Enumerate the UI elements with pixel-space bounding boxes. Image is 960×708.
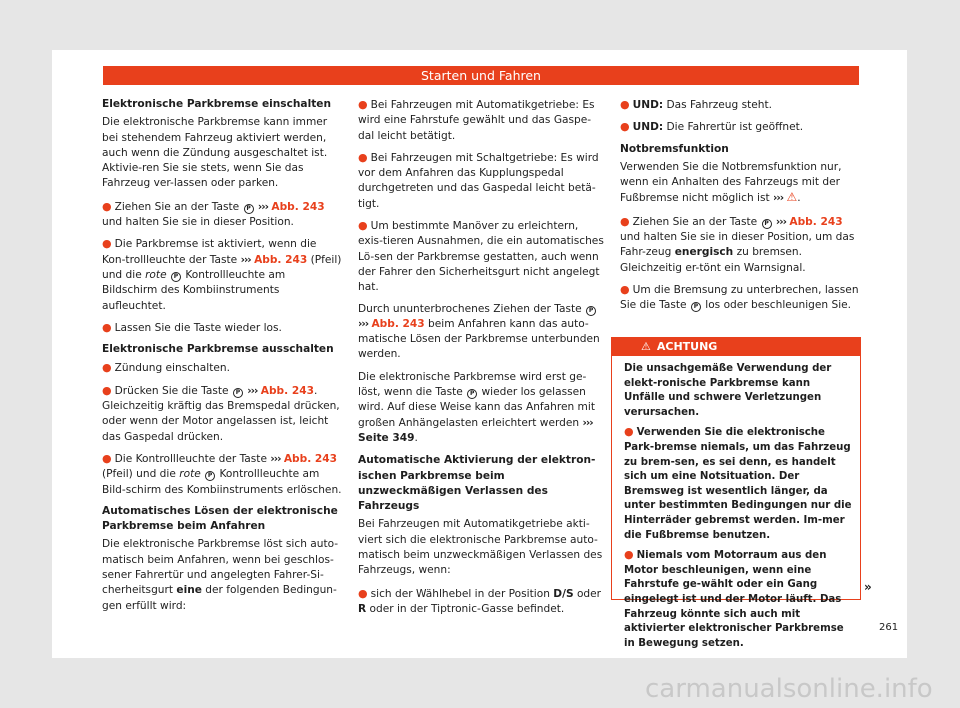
column-3 xyxy=(620,97,860,320)
bullet-icon: ● xyxy=(102,199,112,213)
parking-brake-button-icon: P xyxy=(233,388,243,398)
bullet-icon: ● xyxy=(620,282,630,296)
warning-title: ACHTUNG xyxy=(656,340,718,353)
list-item: ● Die Parkbremse ist aktiviert, wenn die Kon-trollleuchte der Taste ››› Abb. 243 (Pfeil) und die rote P Kontrollleuchte am Bildschirm des Kombiinstruments aufleuchtet. xyxy=(102,237,342,312)
parking-brake-button-icon: P xyxy=(244,204,254,214)
bullet-icon: ● xyxy=(620,120,630,134)
bullet-icon: ● xyxy=(624,548,634,562)
list-item: ● Zündung einschalten. xyxy=(102,361,230,375)
parking-brake-button-icon: P xyxy=(586,306,596,316)
parking-brake-button-icon: P xyxy=(691,302,701,312)
list-item: ● Lassen Sie die Taste wieder los. xyxy=(102,320,282,334)
figure-link[interactable]: Abb. 243 xyxy=(271,200,325,213)
paragraph: Die elektronische Parkbremse kann immer bei stehendem Fahrzeug aktiviert werden, auch wenn die Zündung ausgeschaltet ist. Aktivie-ren Sie sie stets, wenn Sie das Fahrzeug ver-lassen oder parken. xyxy=(102,116,328,190)
bullet-icon: ● xyxy=(102,320,112,334)
list-item: ● Um bestimmte Manöver zu erleichtern, exis-tieren Ausnahmen, die ein automatisches Lö-sen der Parkbremse gestatten, auch wenn der Fahrer den Sicherheitsgurt nicht angelegt hat. xyxy=(358,219,604,294)
warning-header xyxy=(612,338,860,356)
figure-link[interactable]: Abb. 243 xyxy=(371,317,425,330)
bullet-icon: ● xyxy=(358,219,368,233)
warning-paragraph: Die unsachgemäße Verwendung der elekt-ronische Parkbremse kann Unfälle und schwere Verletzungen verursachen. xyxy=(624,363,832,418)
list-item: ● sich der Wählhebel in der Position D/S oder R oder in der Tiptronic-Gasse befindet. xyxy=(358,586,602,615)
list-item: ● UND: Die Fahrertür ist geöffnet. xyxy=(620,120,804,134)
parking-brake-lamp-icon: P xyxy=(171,272,181,282)
heading-einschalten: Elektronische Parkbremse einschalten xyxy=(102,98,332,110)
parking-brake-lamp-icon: P xyxy=(205,471,215,481)
paragraph: Verwenden Sie die Notbremsfunktion nur, wenn ein Anhalten des Fahrzeugs mit der Fußbremse nicht möglich ist ››› ⚠. xyxy=(620,160,842,205)
warning-list-item: ● Verwenden Sie die elektronische Park-bremse niemals, um das Fahrzeug zu brem-sen, es sei denn, es handelt sich um eine Notsituation. Der Bremsweg ist wesentlich länger, da unter bestimmten Bedingungen nur die Hinterräder gebremst werden. Im-mer die Fußbremse benutzen. xyxy=(624,425,852,541)
reference-arrow-icon: ››› xyxy=(773,192,784,205)
column-2 xyxy=(358,97,605,623)
page-link[interactable]: Seite 349 xyxy=(358,431,415,444)
column-1 xyxy=(102,97,342,621)
figure-link[interactable]: Abb. 243 xyxy=(283,452,338,465)
parking-brake-button-icon: P xyxy=(762,219,772,229)
heading-automatische-aktivierung: Automatische Aktivierung der elektron-ischen Parkbremse beim unzweckmäßigen Verlassen des Fahrzeugs xyxy=(358,454,596,513)
figure-link[interactable]: Abb. 243 xyxy=(254,253,308,266)
list-item: ● Um die Bremsung zu unterbrechen, lassen Sie die Taste P los oder beschleunigen Sie. xyxy=(620,282,859,312)
list-item: ● Bei Fahrzeugen mit Automatikgetriebe: Es wird eine Fahrstufe gewählt und das Gaspe-dal leicht betätigt. xyxy=(358,98,595,142)
reference-arrow-icon: ››› xyxy=(582,416,593,429)
heading-automatisches-loesen: Automatisches Lösen der elektronische Parkbremse beim Anfahren xyxy=(102,504,338,533)
bullet-icon: ● xyxy=(620,214,630,228)
list-item: ● Drücken Sie die Taste P ››› Abb. 243. Gleichzeitig kräftig das Bremspedal drücken, oder wenn der Motor angelassen ist, leicht das Gaspedal drücken. xyxy=(102,383,340,443)
reference-arrow-icon: ››› xyxy=(270,452,281,465)
bullet-icon: ● xyxy=(624,425,634,439)
heading-ausschalten: Elektronische Parkbremse ausschalten xyxy=(102,343,334,356)
section-header: Starten und Fahren xyxy=(103,66,859,85)
list-item: ● Ziehen Sie an der Taste P ››› Abb. 243 und halten Sie sie in dieser Position. xyxy=(102,199,325,229)
bullet-icon: ● xyxy=(102,237,112,251)
list-item: ● Bei Fahrzeugen mit Schaltgetriebe: Es wird vor dem Anfahren das Kupplungspedal durchgetreten und das Gaspedal leicht betä-tigt. xyxy=(358,150,599,210)
bullet-icon: ● xyxy=(102,361,112,375)
list-item: ● Ziehen Sie an der Taste P ››› Abb. 243 und halten Sie sie in dieser Position, um das Fahr-zeug energisch zu bremsen. Gleichzeitig er-tönt ein Warnsignal. xyxy=(620,214,855,274)
reference-arrow-icon: ››› xyxy=(240,253,251,266)
list-item: ● Die Kontrollleuchte der Taste ››› Abb. 243 (Pfeil) und die rote P Kontrollleuchte am Bild-schirm des Kombiinstruments erlöschen. xyxy=(102,451,342,496)
warning-triangle-icon: ⚠ xyxy=(641,340,651,353)
warning-list-item: ● Niemals vom Motorraum aus den Motor beschleunigen, wenn eine Fahrstufe ge-wählt oder ein Gang eingelegt ist und der Motor läuft. Das Fahrzeug könnte sich auch mit aktivierter elektronischer Parkbremse in Bewegung setzen. xyxy=(624,548,844,649)
list-item: ● UND: Das Fahrzeug steht. xyxy=(620,98,773,111)
continue-mark: » xyxy=(864,580,872,594)
reference-arrow-icon: ››› xyxy=(775,215,786,228)
reference-arrow-icon: ››› xyxy=(257,200,268,213)
page-number: 261 xyxy=(879,622,899,633)
reference-arrow-icon: ››› xyxy=(358,317,369,330)
figure-link[interactable]: Abb. 243 xyxy=(260,384,314,397)
reference-arrow-icon: ››› xyxy=(247,384,258,397)
bullet-icon: ● xyxy=(358,98,368,111)
figure-link[interactable]: Abb. 243 xyxy=(789,215,843,228)
bullet-icon: ● xyxy=(620,98,630,111)
heading-notbremsfunktion: Notbremsfunktion xyxy=(620,142,729,155)
paragraph: Die elektronische Parkbremse löst sich auto-matisch beim Anfahren, wenn bei geschlos-sener Fahrertür und angelegten Fahrer-Si-cherheitsgurt eine der folgenden Bedingun-gen erfüllt wird: xyxy=(102,538,339,612)
bullet-icon: ● xyxy=(358,586,368,600)
paragraph: Durch ununterbrochenes Ziehen der Taste P ››› Abb. 243 beim Anfahren kann das auto-matische Lösen der Parkbremse unterbunden werden. xyxy=(358,302,600,361)
paragraph: Die elektronische Parkbremse wird erst ge-löst, wenn die Taste P wieder los gelassen wird. Auf diese Weise kann das Anfahren mit großen Anhängelasten erleichtert werden ››› Seite 349. xyxy=(358,370,595,444)
bullet-icon: ● xyxy=(358,150,368,164)
bullet-icon: ● xyxy=(102,383,112,397)
warning-body xyxy=(624,362,854,656)
paragraph: Bei Fahrzeugen mit Automatikgetriebe akti-viert sich die elektronische Parkbremse auto-matisch beim unzweckmäßigen Verlassen des Fahrzeugs, wenn: xyxy=(358,518,603,577)
bullet-icon: ● xyxy=(102,451,112,465)
parking-brake-button-icon: P xyxy=(467,389,477,399)
warning-box xyxy=(611,337,861,649)
warning-triangle-icon[interactable]: ⚠ xyxy=(786,190,798,205)
watermark: carmanualsonline.info xyxy=(645,674,933,704)
